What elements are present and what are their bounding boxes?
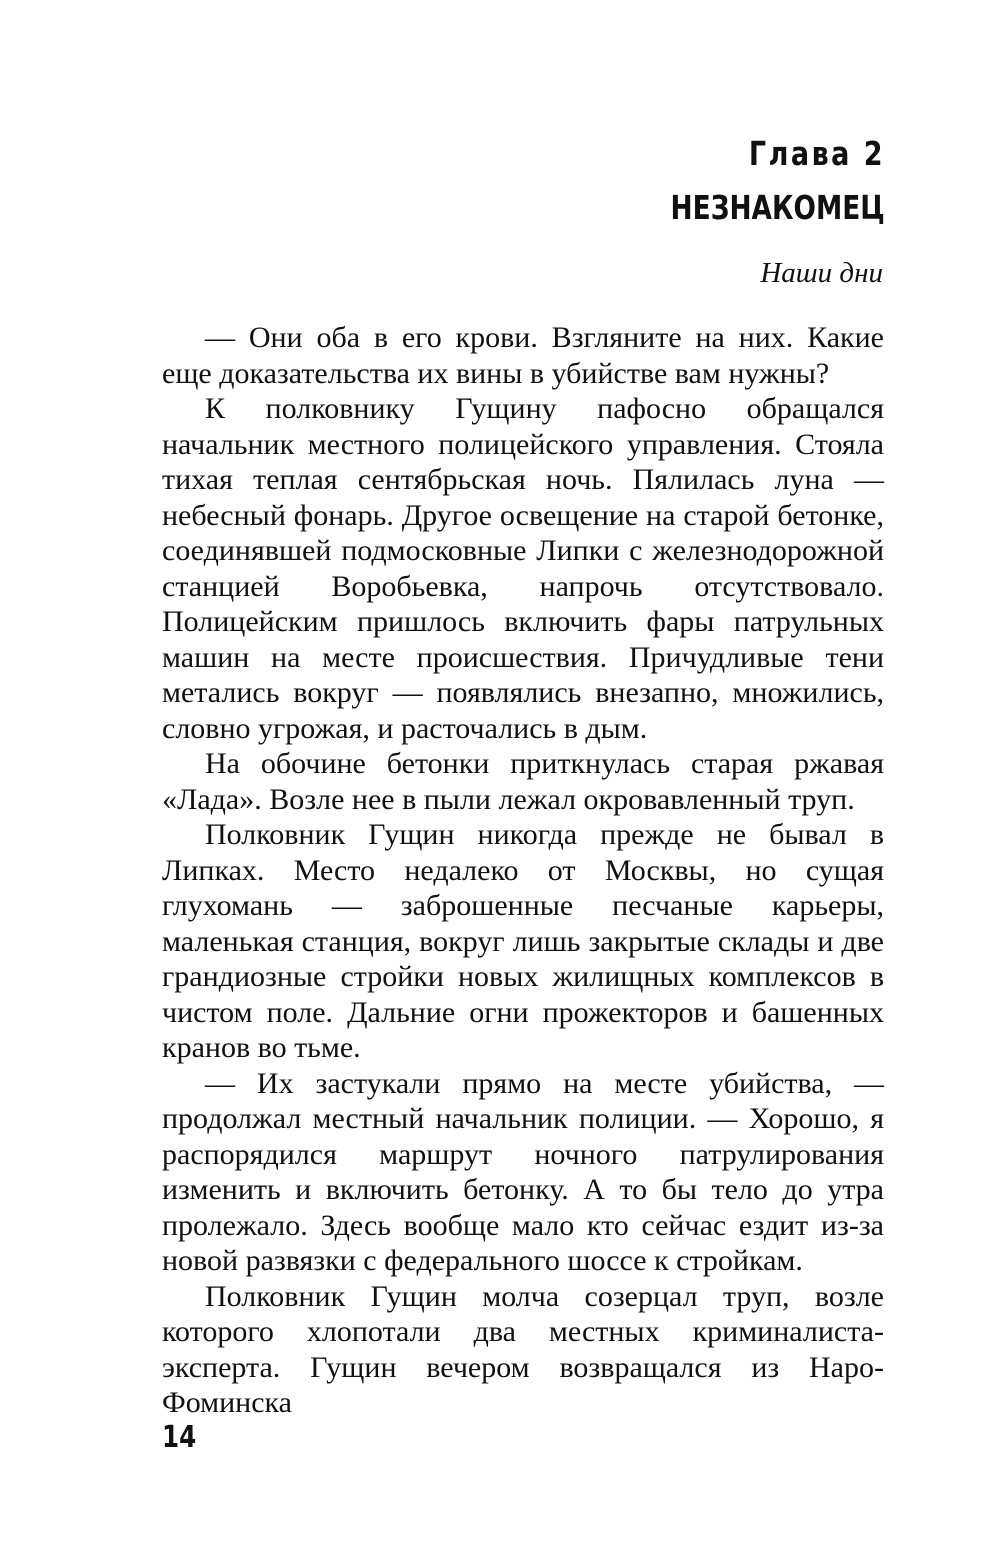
paragraph: На обочине бетонки приткнулась старая ржавая «Лада». Возле нее в пыли лежал окровавленный труп. (162, 747, 884, 816)
paragraph: — Их застукали прямо на месте убийства, — продолжал местный начальник полиции. — Хорошо, я распорядился маршрут ночного патрулирования изменить и включить бетонку. А то бы тело до утра пролежало. Здесь вообще мало кто сейчас ездит из-за новой развязки с федерального шоссе к стройкам. (162, 1066, 884, 1277)
body-text (162, 320, 884, 1421)
paragraph: Полковник Гущин молча созерцал труп, возле которого хлопотали два местных криминалиста-эксперта. Гущин вечером возвращался из Наро-Фоминска (162, 1279, 884, 1419)
page-number: 14 (162, 1420, 197, 1455)
chapter-title: НЕЗНАКОМЕЦ (670, 188, 885, 227)
paragraph: Полковник Гущин никогда прежде не бывал в Липках. Место недалеко от Москвы, но сущая глухомань — заброшенные песчаные карьеры, маленькая станция, вокруг лишь закрытые склады и две грандиозные стройки новых жилищных комплексов в чистом поле. Дальние огни прожекторов и башенных кранов во тьме. (162, 818, 884, 1064)
paragraph: — Они оба в его крови. Взгляните на них. Какие еще доказательства их вины в убийстве вам нужны? (162, 321, 884, 390)
chapter-label: Глава 2 (748, 134, 885, 173)
epigraph: Наши дни (760, 257, 883, 289)
paragraph: К полковнику Гущину пафосно обращался начальник местного полицейского управления. Стояла тихая теплая сентябрьская ночь. Пялилась луна — небесный фонарь. Другое освещение на старой бетонке, соединявшей подмосковные Липки с железнодорожной станцией Воробьевка, напрочь отсутствовало. Полицейским пришлось включить фары патрульных машин на месте происшествия. Причудливые тени метались вокруг — появлялись внезапно, множились, словно угрожая, и расточались в дым. (162, 392, 884, 745)
